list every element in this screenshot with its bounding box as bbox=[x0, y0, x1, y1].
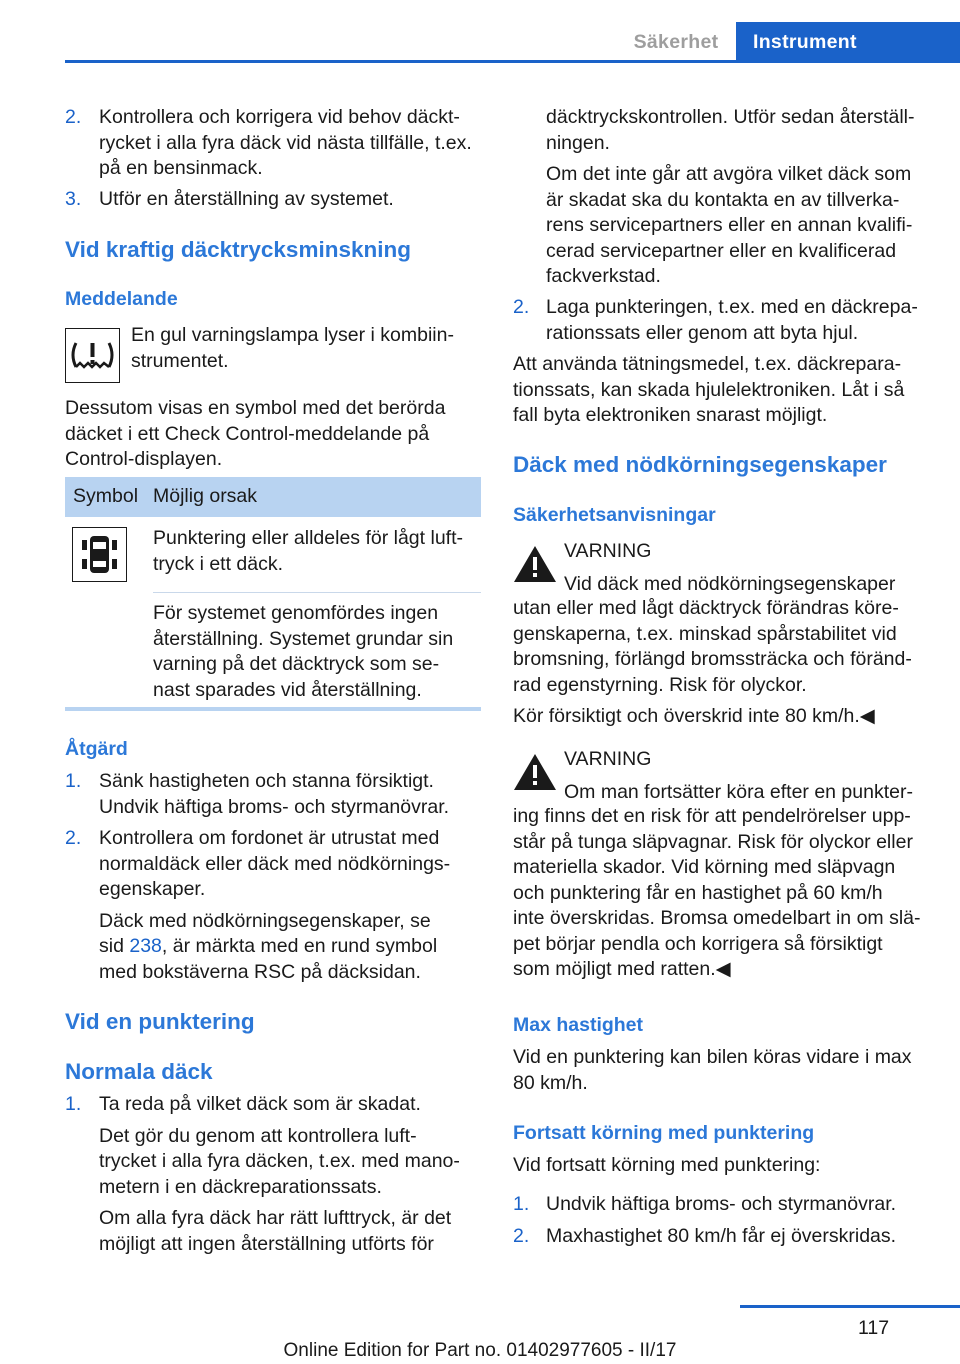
edition-footer: Online Edition for Part no. 01402977605 - II/17 bbox=[283, 1340, 677, 1361]
column-header-cause: Möjlig orsak bbox=[153, 485, 258, 507]
list-item-continued: däcktryckskontrollen. Utför sedan återställ‐ ningen. Om det inte går att avgöra vilket däck som är skadat ska du kontakta en av tillverka‐ rens servicepartners eller en annan kvalifi‐ cerad servicepartner eller en kvalificerad fackverkstad. bbox=[546, 106, 915, 287]
table-header bbox=[65, 477, 481, 517]
list-number: 1. bbox=[65, 770, 82, 792]
footer-rule bbox=[740, 1305, 960, 1308]
warning-icon bbox=[513, 545, 557, 583]
warning-icon bbox=[513, 753, 557, 791]
table-bottom-rule bbox=[65, 707, 481, 711]
warning-title: VARNING bbox=[564, 540, 652, 562]
page-header bbox=[0, 0, 960, 62]
table-cell: För systemet genomfördes ingen återställning. Systemet grundar sin varning på det däcktryck som se‐ nast sparades vid återställning. bbox=[153, 602, 454, 701]
car-tire-symbol-icon bbox=[72, 527, 127, 582]
paragraph: Vid en punktering kan bilen köras vidare i max 80 km/h. bbox=[513, 1046, 912, 1094]
list-number: 2. bbox=[65, 106, 82, 128]
list-number: 2. bbox=[65, 827, 82, 849]
list-number: 2. bbox=[513, 1225, 530, 1247]
tire-pressure-warning-icon bbox=[65, 328, 120, 383]
subsection-heading: Åtgärd bbox=[65, 738, 128, 760]
section-heading: Vid kraftig däcktrycksminskning bbox=[65, 237, 411, 262]
warning-title: VARNING bbox=[564, 748, 652, 770]
page-reference-link[interactable]: 238 bbox=[129, 935, 162, 957]
table-cell: Punktering eller alldeles för lågt luft‐ tryck i ett däck. bbox=[153, 527, 463, 575]
paragraph: Att använda tätningsmedel, t.ex. däckrepara‐ tionssats, kan skada hjulelektroniken. Låt i så fall byta elektroniken snarast möjligt. bbox=[513, 353, 905, 426]
warning-text: ing finns det en risk för att pendelrörelser upp‐ står på tunga släpvagnar. Risk för olyckor eller materiella skador. Vid körning med släpvagn och punktering får en hastighet på 60 km/h inte överskridas. Bromsa omedelbart in om slä‐ pet börjar pendla och korrigera så försiktigt som möjligt med ratten.◀ bbox=[513, 805, 921, 980]
column-header-symbol: Symbol bbox=[73, 485, 139, 507]
section-heading: Vid en punktering bbox=[65, 1009, 255, 1034]
subsection-heading: Normala däck bbox=[65, 1059, 213, 1084]
subsection-heading: Max hastighet bbox=[513, 1014, 644, 1036]
section-heading: Däck med nödkörningsegenskaper bbox=[513, 452, 887, 477]
list-number: 3. bbox=[65, 188, 82, 210]
paragraph: Dessutom visas en symbol med det berörda däcket i ett Check Control-meddelande på Control-displayen. bbox=[65, 397, 446, 470]
subsection-heading: Fortsatt körning med punktering bbox=[513, 1122, 815, 1144]
list-number: 2. bbox=[513, 296, 530, 318]
header-rule bbox=[65, 60, 960, 63]
subsection-heading: Meddelande bbox=[65, 288, 178, 310]
page-number: 117 bbox=[858, 1317, 890, 1339]
list-number: 1. bbox=[65, 1093, 82, 1115]
subsection-heading: Säkerhetsanvisningar bbox=[513, 504, 716, 526]
warning-text: utan eller med lågt däcktryck förändras köre‐ genskaperna, t.ex. minskad spårstabilitet vid bromsning, förlängd bromssträcka och föränd‐ rad egenstyrning. Risk för olyckor. Kör försiktigt och överskrid inte 80 km/h.◀ bbox=[513, 597, 912, 727]
list-number: 1. bbox=[513, 1193, 530, 1215]
message-text: En gul varningslampa lyser i kombiin‐ strumentet. bbox=[131, 324, 454, 372]
table-row-divider bbox=[153, 592, 481, 593]
section-tab: Säkerhet bbox=[617, 22, 735, 62]
paragraph: Vid fortsatt körning med punktering: bbox=[513, 1154, 821, 1176]
chapter-tab: Instrument bbox=[736, 22, 960, 62]
